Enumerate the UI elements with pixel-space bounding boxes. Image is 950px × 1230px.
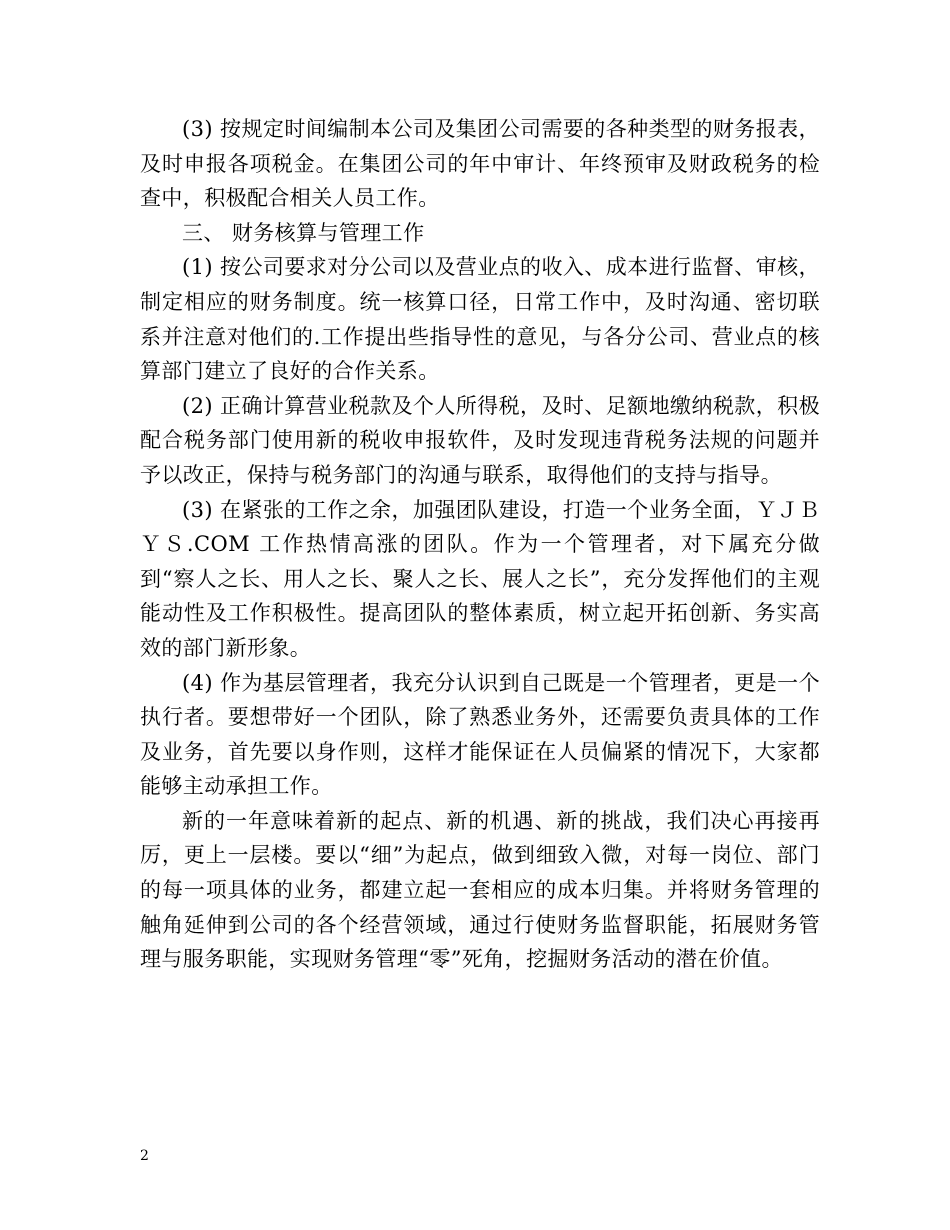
paragraph-team-building: (3) 在紧张的工作之余，加强团队建设，打造一个业务全面，ＹＪＢＹＳ.COM 工作热情高涨的团队。作为一个管理者，对下属充分做到“察人之长、用人之长、聚人之长、展人之长”，充分发挥他们的主观能动性及工作积极性。提高团队的整体素质，树立起开拓创新、务实高效的部门新形象。 bbox=[140, 497, 820, 660]
paragraph-tax-calculation: (2) 正确计算营业税款及个人所得税，及时、足额地缴纳税款，积极配合税务部门使用新的税收申报软件，及时发现违背税务法规的问题并予以改正，保持与税务部门的沟通与联系，取得他们的支持与指导。 bbox=[140, 393, 820, 487]
section-heading-accounting-management: 三、 财务核算与管理工作 bbox=[182, 220, 425, 245]
document-body bbox=[140, 112, 820, 977]
paragraph-new-year-goals: 新的一年意味着新的起点、新的机遇、新的挑战，我们决心再接再厉，更上一层楼。要以“细”为起点，做到细致入微，对每一岗位、部门的每一项具体的业务，都建立起一套相应的成本归集。并将财务管理的触角延伸到公司的各个经营领域，通过行使财务监督职能，拓展财务管理与服务职能，实现财务管理“零”死角，挖掘财务活动的潜在价值。 bbox=[140, 808, 820, 972]
page-number: 2 bbox=[140, 1148, 149, 1164]
paragraph-financial-reports: (3) 按规定时间编制本公司及集团公司需要的各种类型的财务报表，及时申报各项税金。在集团公司的年中审计、年终预审及财政税务的检查中，积极配合相关人员工作。 bbox=[140, 117, 820, 211]
paragraph-branch-supervision: (1) 按公司要求对分公司以及营业点的收入、成本进行监督、审核，制定相应的财务制度。统一核算口径，日常工作中，及时沟通、密切联系并注意对他们的.工作提出些指导性的意见，与各分公司、营业点的核算部门建立了良好的合作关系。 bbox=[140, 255, 820, 384]
paragraph-grassroots-manager: (4) 作为基层管理者，我充分认识到自己既是一个管理者，更是一个执行者。要想带好一个团队，除了熟悉业务外，还需要负责具体的工作及业务，首先要以身作则，这样才能保证在人员偏紧的情况下，大家都能够主动承担工作。 bbox=[140, 670, 820, 799]
